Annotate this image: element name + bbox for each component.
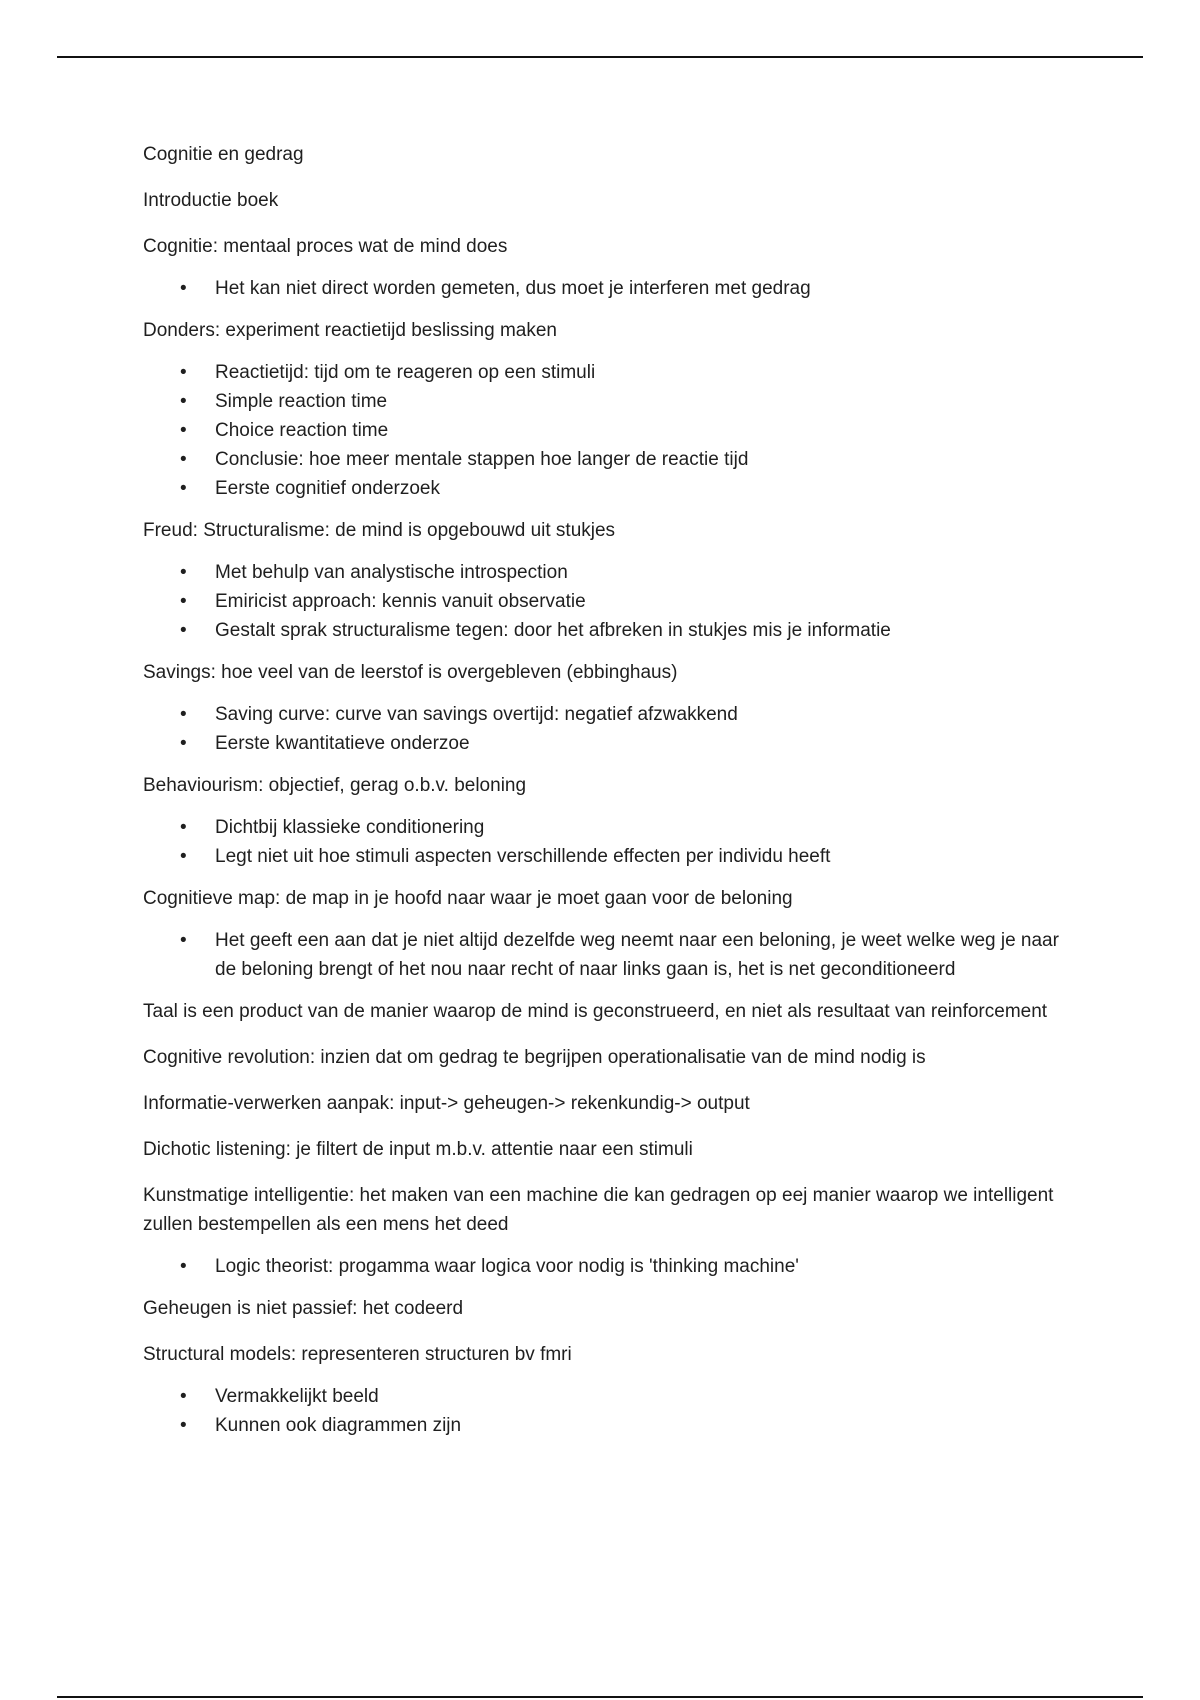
list-item: • Gestalt sprak structuralisme tegen: door het afbreken in stukjes mis je informatie [215,616,1078,645]
document-title: Cognitie en gedrag [143,144,304,165]
paragraph: Freud: Structuralisme: de mind is opgebouwd uit stukjes [143,520,616,541]
document-body [143,140,1078,1453]
paragraph: Cognitie: mentaal proces wat de mind does [143,236,508,257]
bullet-list [143,1252,1078,1281]
bullet-list [143,358,1078,503]
paragraph: Cognitieve map: de map in je hoofd naar waar je moet gaan voor de beloning [143,888,793,909]
paragraph: Dichotic listening: je filtert de input m.b.v. attentie naar een stimuli [143,1139,693,1160]
list-item: • Simple reaction time [215,387,1078,416]
bullet-list [143,1382,1078,1440]
paragraph: Donders: experiment reactietijd beslissing maken [143,320,557,341]
paragraph: Introductie boek [143,190,279,211]
list-item: • Vermakkelijkt beeld [215,1382,1078,1411]
paragraph: Kunstmatige intelligentie: het maken van een machine die kan gedragen op eej manier waarop we intelligent zullen bestempellen als een mens het deed [143,1185,1054,1235]
list-item: • Saving curve: curve van savings overtijd: negatief afzwakkend [215,700,1078,729]
paragraph: Informatie-verwerken aanpak: input-> geheugen-> rekenkundig-> output [143,1093,750,1114]
list-item: • Eerste kwantitatieve onderzoe [215,729,1078,758]
list-item: • Het kan niet direct worden gemeten, dus moet je interferen met gedrag [215,274,1078,303]
footer-rule [57,1696,1143,1698]
list-item: • Kunnen ook diagrammen zijn [215,1411,1078,1440]
bullet-list [143,274,1078,303]
header-rule [57,56,1143,58]
list-item: • Dichtbij klassieke conditionering [215,813,1078,842]
list-item: • Reactietijd: tijd om te reageren op een stimuli [215,358,1078,387]
paragraph: Behaviourism: objectief, gerag o.b.v. beloning [143,775,527,796]
list-item: • Het geeft een aan dat je niet altijd dezelfde weg neemt naar een beloning, je weet welke weg je naar de beloning brengt of het nou naar recht of naar links gaan is, het is net geconditioneerd [215,926,1078,984]
bullet-list [143,558,1078,645]
list-item: • Choice reaction time [215,416,1078,445]
bullet-list [143,926,1078,984]
bullet-list [143,813,1078,871]
bullet-list [143,700,1078,758]
list-item: • Eerste cognitief onderzoek [215,474,1078,503]
paragraph: Structural models: representeren structuren bv fmri [143,1344,572,1365]
list-item: • Met behulp van analystische introspection [215,558,1078,587]
list-item: • Legt niet uit hoe stimuli aspecten verschillende effecten per individu heeft [215,842,1078,871]
list-item: • Emiricist approach: kennis vanuit observatie [215,587,1078,616]
paragraph: Geheugen is niet passief: het codeerd [143,1298,464,1319]
paragraph: Savings: hoe veel van de leerstof is overgebleven (ebbinghaus) [143,662,678,683]
list-item: • Conclusie: hoe meer mentale stappen hoe langer de reactie tijd [215,445,1078,474]
list-item: • Logic theorist: progamma waar logica voor nodig is 'thinking machine' [215,1252,1078,1281]
paragraph: Taal is een product van de manier waarop de mind is geconstrueerd, en niet als resultaat van reinforcement [143,1001,1048,1022]
paragraph: Cognitive revolution: inzien dat om gedrag te begrijpen operationalisatie van de mind nodig is [143,1047,926,1068]
